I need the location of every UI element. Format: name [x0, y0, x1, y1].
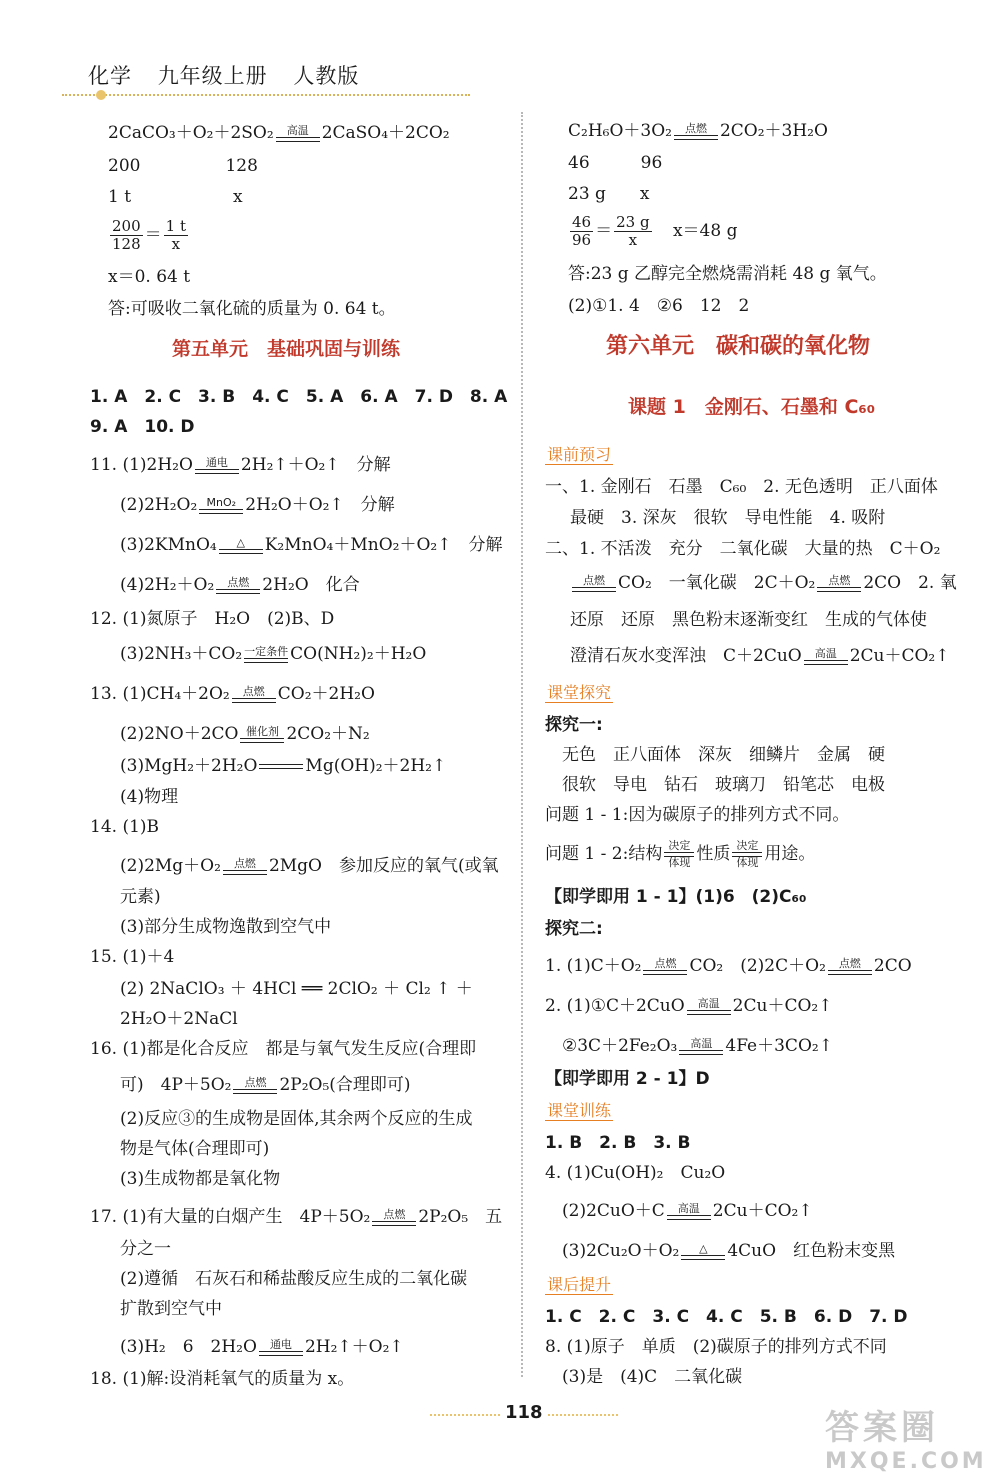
- answer-line: (3)是 (4)C 二氧化碳: [562, 1367, 743, 1387]
- subheading: 探究一:: [545, 715, 603, 735]
- text-line: 200 128: [108, 156, 258, 176]
- answer-line: 物是气体(合理即可): [120, 1139, 270, 1159]
- answer-line: 8. (1)原子 单质 (2)碳原子的排列方式不同: [545, 1337, 887, 1357]
- equation: 11. (1)2H₂O 通电 2H₂↑＋O₂↑ 分解: [90, 455, 391, 475]
- header-subject: 化学: [88, 64, 132, 88]
- equation: (2)2Mg＋O₂ 点燃 2MgO 参加反应的氧气(或氧: [120, 856, 499, 876]
- text-line: 46 96: [568, 153, 663, 173]
- page-number-dots: [548, 1414, 618, 1416]
- answer-line: 二、1. 不活泼 充分 二氧化碳 大量的热 C＋O₂: [545, 539, 941, 559]
- answer-line: 答:23 g 乙醇完全燃烧需消耗 48 g 氧气。: [568, 264, 887, 284]
- section-tag: 课堂训练: [547, 1101, 612, 1120]
- equation: (3)2NH₃＋CO₂ 一定条件 CO(NH₂)₂＋H₂O: [120, 644, 427, 664]
- answer-line: 【即学即用 2 - 1】D: [545, 1069, 710, 1089]
- text-line: 23 g x: [568, 184, 650, 204]
- answer-line: (3)部分生成物逸散到空气中: [120, 917, 332, 937]
- equation: (2)2H₂O₂ MnO₂ 2H₂O＋O₂↑ 分解: [120, 495, 395, 515]
- answer-line: 一、1. 金刚石 石墨 C₆₀ 2. 无色透明 正八面体: [545, 477, 938, 497]
- equation: (3)2Cu₂O＋O₂ △ 4CuO 红色粉末变黑: [562, 1241, 896, 1261]
- header-edition: 人教版: [293, 64, 360, 88]
- equation: (3)MgH₂＋2H₂O Mg(OH)₂＋2H₂↑: [120, 756, 447, 776]
- answer-line: 最硬 3. 深灰 很软 导电性能 4. 吸附: [570, 508, 886, 528]
- answer-line: 【即学即用 1 - 1】(1)6 (2)C₆₀: [545, 887, 807, 907]
- section-tag: 课堂探究: [547, 683, 612, 702]
- text-line: x＝0. 64 t: [108, 267, 191, 287]
- subheading: 探究二:: [545, 919, 603, 939]
- answer-line: 1. A 2. C 3. B 4. C 5. A 6. A 7. D 8. A: [90, 387, 508, 407]
- watermark-line1: 答案圈: [825, 1408, 939, 1448]
- equation: 2CaCO₃＋O₂＋2SO₂ 高温 2CaSO₄＋2CO₂: [108, 123, 450, 143]
- answer-line: 1. B 2. B 3. B: [545, 1133, 691, 1153]
- answer-line: (3)生成物都是氧化物: [120, 1169, 281, 1189]
- answer-line: 9. A 10. D: [90, 417, 195, 437]
- header-dot-icon: [96, 90, 106, 100]
- column-divider: [521, 112, 523, 1377]
- answer-line: (2)①1. 4 ②6 12 2: [568, 296, 750, 316]
- answer-line: 15. (1)＋4: [90, 947, 175, 967]
- equation: (2) 2NaClO₃ ＋ 4HCl ══ 2ClO₂ ＋ Cl₂ ↑ ＋: [120, 979, 473, 999]
- header-grade: 九年级上册: [157, 64, 268, 88]
- answer-line: 还原 还原 黑色粉末逐渐变红 生成的气体使: [570, 610, 927, 630]
- equation: 13. (1)CH₄＋2O₂ 点燃 CO₂＋2H₂O: [90, 684, 375, 704]
- unit5-title: 第五单元 基础巩固与训练: [172, 338, 401, 360]
- answer-line: 1. C 2. C 3. C 4. C 5. B 6. D 7. D: [545, 1307, 908, 1327]
- equation: C₂H₆O＋3O₂ 点燃 2CO₂＋3H₂O: [568, 121, 828, 141]
- watermark-line2: MXQE.COM: [825, 1449, 987, 1474]
- equation: (2)2CuO＋C 高温 2Cu＋CO₂↑: [562, 1201, 813, 1221]
- lesson-title: 课题 1 金刚石、石墨和 C₆₀: [628, 396, 876, 418]
- equation: 1. (1)C＋O₂ 点燃 CO₂ (2)2C＋O₂ 点燃 2CO: [545, 956, 912, 976]
- page-header: [88, 60, 377, 90]
- equation: (2)2NO＋2CO 催化剂 2CO₂＋N₂: [120, 724, 370, 744]
- page-number-dots: [430, 1414, 500, 1416]
- answer-line: (4)物理: [120, 787, 179, 807]
- section-tag: 课后提升: [547, 1275, 612, 1294]
- equation: (3)H₂ 6 2H₂O 通电 2H₂↑＋O₂↑: [120, 1337, 404, 1357]
- equation: 17. (1)有大量的白烟产生 4P＋5O₂ 点燃 2P₂O₅ 五: [90, 1207, 503, 1227]
- equation: 2. (1)①C＋2CuO 高温 2Cu＋CO₂↑: [545, 996, 833, 1016]
- equation: (4)2H₂＋O₂ 点燃 2H₂O 化合: [120, 575, 360, 595]
- fraction-equation: $\frac{200}{128}$ ＝ $\frac{1 t}{x}$: [112, 217, 186, 253]
- answer-line: 问题 1 - 1:因为碳原子的排列方式不同。: [545, 805, 850, 825]
- equation: 点燃 CO₂ 一氧化碳 2C＋O₂ 点燃 2CO 2. 氧: [570, 572, 957, 594]
- equation: 澄清石灰水变浑浊 C＋2CuO 高温 2Cu＋CO₂↑: [570, 646, 950, 666]
- fraction-equation: $\frac{46}{96}$ ＝ $\frac{23 g}{x}$ x＝48 g: [572, 213, 738, 249]
- equation: (3)2KMnO₄ △ K₂MnO₄＋MnO₂＋O₂↑ 分解: [120, 535, 503, 555]
- page-number: 118: [505, 1402, 543, 1423]
- answer-line: 很软 导电 钻石 玻璃刀 铅笔芯 电极: [562, 775, 885, 795]
- answer-line: 元素): [120, 887, 161, 907]
- answer-line: 4. (1)Cu(OH)₂ Cu₂O: [545, 1163, 726, 1183]
- answer-line: 无色 正八面体 深灰 细鳞片 金属 硬: [562, 745, 885, 765]
- equation: 2H₂O＋2NaCl: [120, 1009, 238, 1029]
- answer-line: 16. (1)都是化合反应 都是与氧气发生反应(合理即: [90, 1039, 477, 1059]
- equation: ②3C＋2Fe₂O₃ 高温 4Fe＋3CO₂↑: [562, 1036, 833, 1056]
- unit6-title: 第六单元 碳和碳的氧化物: [606, 334, 871, 359]
- answer-line: 答:可吸收二氧化硫的质量为 0. 64 t。: [108, 299, 396, 319]
- section-tag: 课前预习: [547, 445, 612, 464]
- equation: 可) 4P＋5O₂ 点燃 2P₂O₅(合理即可): [120, 1075, 411, 1095]
- answer-line: 18. (1)解:设消耗氧气的质量为 x。: [90, 1369, 355, 1389]
- watermark: [825, 1400, 985, 1478]
- equation: 问题 1 - 2:结构 决定 体现 性质 决定 体现 用途。: [545, 839, 816, 869]
- answer-line: (2)反应③的生成物是固体,其余两个反应的生成: [120, 1109, 473, 1129]
- answer-line: 14. (1)B: [90, 817, 160, 837]
- text-line: 1 t x: [108, 187, 243, 207]
- answer-line: 分之一: [120, 1239, 171, 1259]
- answer-line: (2)遵循 石灰石和稀盐酸反应生成的二氧化碳: [120, 1269, 468, 1289]
- answer-line: 扩散到空气中: [120, 1299, 222, 1319]
- header-rule: [62, 94, 470, 96]
- answer-line: 12. (1)氮原子 H₂O (2)B、D: [90, 609, 335, 629]
